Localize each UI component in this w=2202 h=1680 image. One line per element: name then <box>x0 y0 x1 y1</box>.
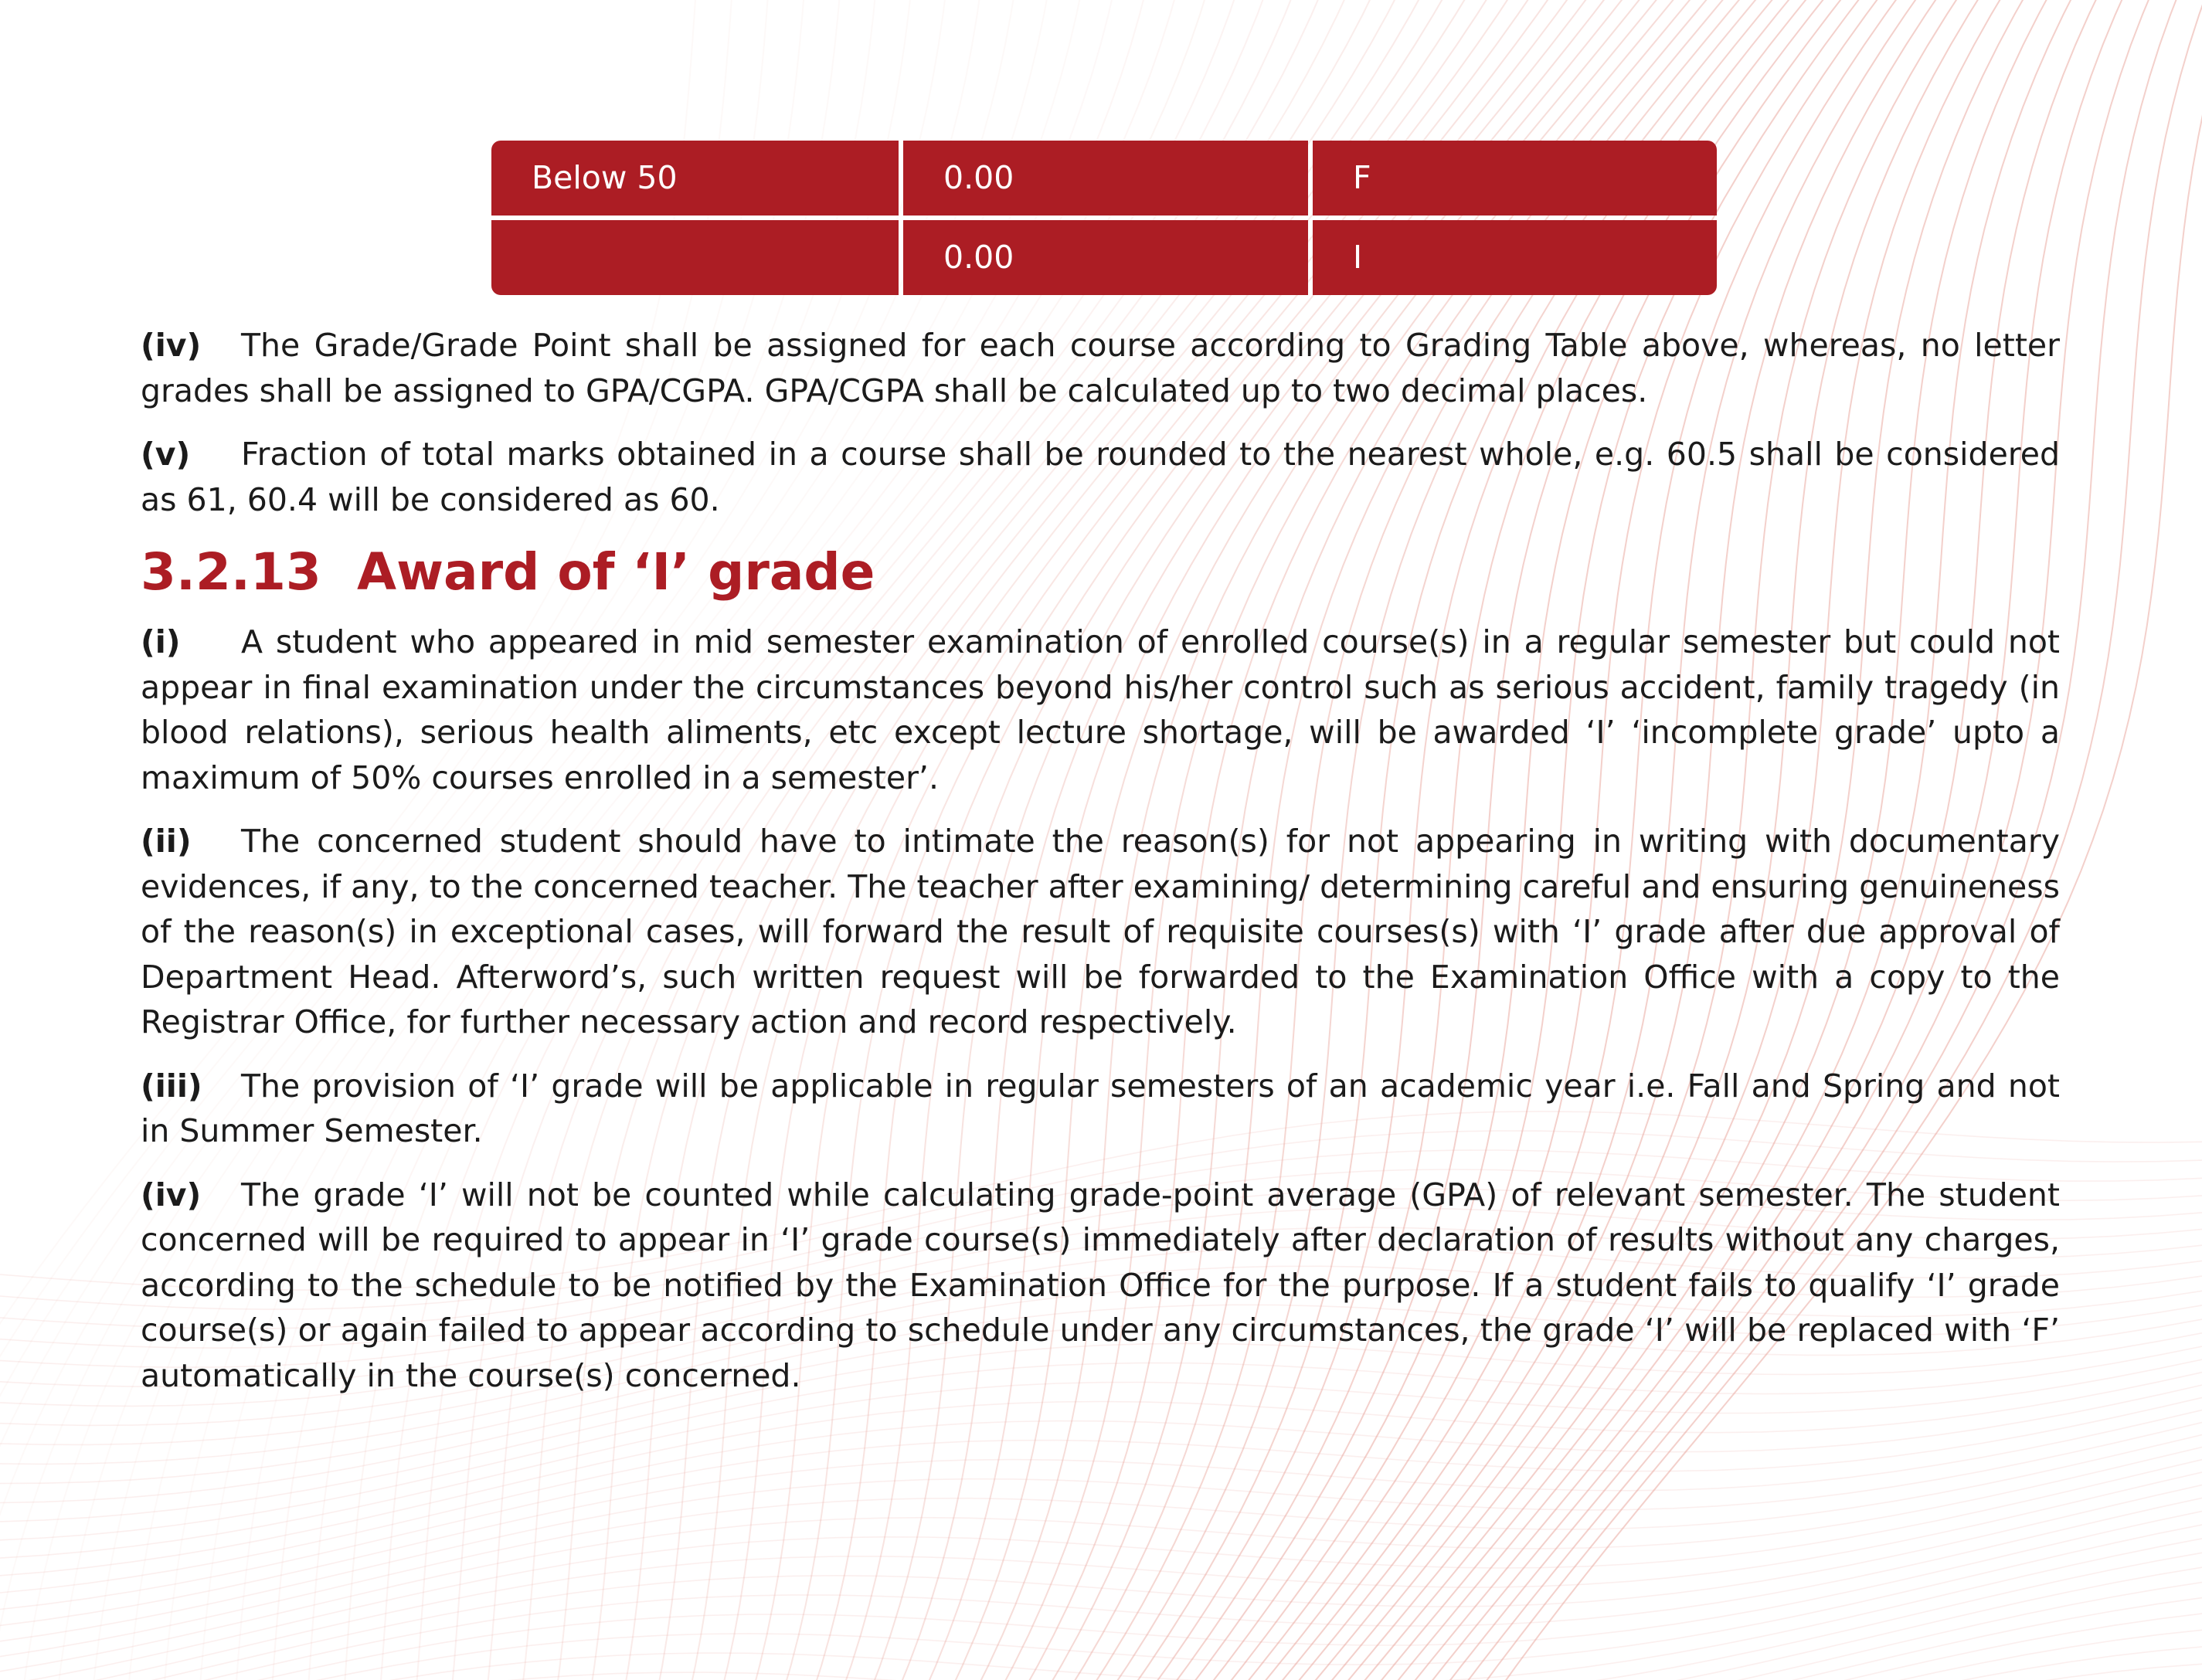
clause-paragraph <box>141 432 2060 522</box>
table-row <box>491 141 1717 216</box>
section-number: 3.2.13 <box>141 542 321 602</box>
clause-label: (iii) <box>141 1067 202 1105</box>
marks-cell <box>491 220 899 295</box>
clause-paragraph <box>141 323 2060 413</box>
grade-point-cell: 0.00 <box>903 220 1308 295</box>
document-body <box>141 323 2060 1417</box>
marks-cell: Below 50 <box>491 141 899 216</box>
clause-text: The provision of ‘I’ grade will be applicable in regular semesters of an academic year i.e. Fall and Spring and not in Summer Semester. <box>141 1067 2060 1149</box>
clause-text: Fraction of total marks obtained in a course shall be rounded to the nearest whole, e.g. 60.5 shall be considered as 61, 60.4 will be considered as 60. <box>141 436 2060 518</box>
clause-label: (iv) <box>141 327 202 364</box>
clause-text: A student who appeared in mid semester examination of enrolled course(s) in a regular semester but could not appear in final examination under the circumstances beyond his/her control such as serious accident, family tragedy (in blood relations), serious health aliments, etc except lecture shortage, will be awarded ‘I’ ‘incomplete grade’ upto a maximum of 50% courses enrolled in a semester’. <box>141 623 2060 796</box>
clause-paragraph <box>141 819 2060 1045</box>
grading-table <box>491 141 1717 295</box>
clause-text: The concerned student should have to intimate the reason(s) for not appearing in writing with documentary evidences, if any, to the concerned teacher. The teacher after examining/ determining careful and ensuring genuineness of the reason(s) in exceptional cases, will forward the result of requisite courses(s) with ‘I’ grade after due approval of Department Head. Afterword’s, such written request will be forwarded to the Examination Office with a copy to the Registrar Office, for further necessary action and record respectively. <box>141 823 2060 1040</box>
grade-point-cell: 0.00 <box>903 141 1308 216</box>
clause-text: The grade ‘I’ will not be counted while calculating grade-point average (GPA) of relevant semester. The student concerned will be required to appear in ‘I’ grade course(s) immediately after declaration of results without any charges, according to the schedule to be notified by the Examination Office for the purpose. If a student fails to qualify ‘I’ grade course(s) or again failed to appear according to schedule under any circumstances, the grade ‘I’ will be replaced with ‘F’ automatically in the course(s) concerned. <box>141 1176 2060 1394</box>
letter-grade-cell: I <box>1313 220 1717 295</box>
clause-paragraph <box>141 1064 2060 1154</box>
clause-label: (v) <box>141 436 191 473</box>
section-title: Award of ‘I’ grade <box>357 542 875 602</box>
clause-label: (iv) <box>141 1176 202 1213</box>
section-heading <box>141 538 2060 607</box>
letter-grade-cell: F <box>1313 141 1717 216</box>
clause-label: (i) <box>141 623 181 660</box>
clause-paragraph <box>141 1173 2060 1399</box>
table-row <box>491 220 1717 295</box>
clause-text: The Grade/Grade Point shall be assigned for each course according to Grading Table above, whereas, no letter grades shall be assigned to GPA/CGPA. GPA/CGPA shall be calculated up to two decimal places. <box>141 327 2060 409</box>
clause-paragraph <box>141 619 2060 800</box>
clause-label: (ii) <box>141 823 192 860</box>
